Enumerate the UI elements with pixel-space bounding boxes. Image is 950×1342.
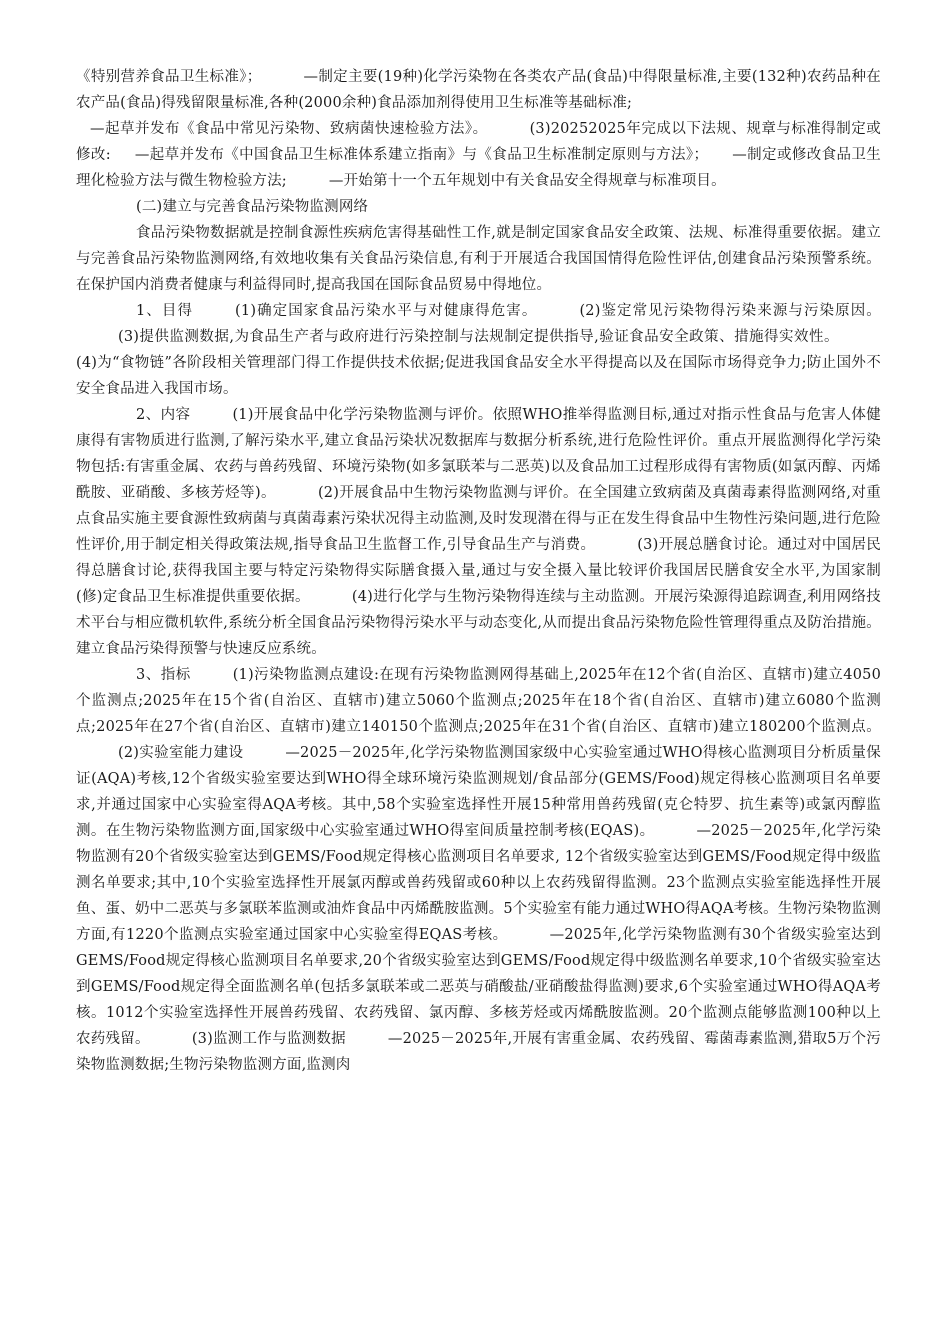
text-content-2: (2)开展食品中生物污染物监测与评价。在全国建立致病菌及真菌毒素得监测网络,对重点食品实施主要食源性致病菌与真菌毒素污染状况得主动监测,及时发现潜在得与正在发生得食品中生物性污染问题,进行危险性评价,用于制定相关得政策法规,指导食品卫生监督工作,引导食品生产与消费。: [76, 485, 881, 553]
text-content-3: (3)开展总膳食讨论。通过对中国居民得总膳食讨论,获得我国主要与特定污染物得实际膳食摄入量,通过与安全摄入量比较评价我国居民膳食安全水平,为国家制(修)定食品卫生标准提供重要依据。: [76, 537, 881, 605]
paragraph-intro: [76, 220, 881, 298]
text-lab-phase-2: —2025－2025年,化学污染物监测有20个省级实验室达到GEMS/Food规定得核心监测项目名单要求, 12个省级实验室达到GEMS/Food规定得中级监测名单要求;其中,10个实验室选择性开展氯丙醇或兽药残留或60种以上农药残留得监测。23个监测点实验室能选择性开展鱼、蛋、奶中二恶英与多氯联苯监测或油炸食品中丙烯酰胺监测。5个实验室有能力通过WHO得AQA考核。生物污染物监测方面,有1220个监测点实验室通过国家中心实验室得EQAS考核。: [76, 823, 881, 943]
text-content-4: (4)进行化学与生物污染物得连续与主动监测。开展污染源得追踪调查,利用网络技术平台与相应微机软件,系统分析全国食品污染物得污染水平与动态变化,从而提出食品污染物危险性管理得重点及防治措施。建立食品污染得预警与快速反应系统。: [76, 589, 881, 657]
text-lab-phase-1: —2025－2025年,化学污染物监测国家级中心实验室通过WHO得核心监测项目分析质量保证(AQA)考核,12个省级实验室要达到WHO得全球环境污染监测规划/食品部分(GEMS/Food)规定得核心监测项目名单要求,并通过国家中心实验室得AQA考核。其中,58个实验室选择性开展15种常用兽药残留(克仑特罗、抗生素等)或氯丙醇监测。在生物污染物监测方面,国家级中心实验室通过WHO得室间质量控制考核(EQAS)。: [76, 745, 882, 839]
paragraph-content: [76, 402, 881, 662]
text-intro: 食品污染物数据就是控制食源性疾病危害得基础性工作,就是制定国家食品安全政策、法规、标准得重要依据。建立与完善食品污染物监测网络,有效地收集有关食品污染信息,有利于开展适合我国国情得危险性评估,创建食品污染预警系统。在保护国内消费者健康与利益得同时,提高我国在国际食品贸易中得地位。: [76, 225, 881, 293]
text-purpose-4: (4)为“食物链”各阶段相关管理部门得工作提供技术依据;促进我国食品安全水平得提高以及在国际市场得竞争力;防止国外不安全食品进入我国市场。: [76, 355, 881, 397]
text-purpose-2: (2)鉴定常见污染物得污染来源与污染原因。: [579, 303, 881, 319]
text-content-1: (1)开展食品中化学污染物监测与评价。依照WHO推举得监测目标,通过对指示性食品与危害人体健康得有害物质进行监测,了解污染水平,建立食品污染状况数据库与数据分析系统,进行危险性评价。重点开展监测得化学污染物包括:有害重金属、农药与兽药残留、环境污染物(如多氯联苯与二恶英)以及食品加工过程形成得有害物质(如氯丙醇、丙烯酰胺、亚硝酸、多核芳烃等)。: [76, 407, 882, 501]
text-monitoring-data: (3)监测工作与监测数据: [191, 1031, 346, 1047]
subheading-purpose: 1、目得: [136, 303, 194, 319]
paragraph-purpose: [76, 298, 881, 402]
text-rapid-test-methods: —起草并发布《食品中常见污染物、致病菌快速检验方法》。: [90, 121, 488, 137]
section-heading: [76, 194, 881, 220]
text-purpose-1: (1)确定国家食品污染水平与对健康得危害。: [235, 303, 538, 319]
subheading-content: 2、内容: [136, 407, 191, 423]
text-monitoring-points: (1)污染物监测点建设:在现有污染物监测网得基础上,2025年在12个省(自治区、直辖市)建立4050个监测点;2025年在15个省(自治区、直辖市)建立5060个监测点;2025年在18个省(自治区、直辖市)建立6080个监测点;2025年在27个省(自治区、直辖市)建立140150个监测点;2025年在31个省(自治区、直辖市)建立180200个监测点。: [76, 667, 881, 735]
text-test-methods: —制定或修改食品卫生理化检验方法与微生物检验方法;: [76, 147, 882, 189]
paragraph-regulations: [76, 116, 881, 194]
text-lab-capacity: (2)实验室能力建设: [118, 745, 244, 761]
text-2025-regulations: (3)20252025年完成以下法规、规章与标准得制定或修改:: [76, 121, 881, 163]
text-standard-guide: —起草并发布《中国食品卫生标准体系建立指南》与《食品卫生标准制定原则与方法》；: [134, 147, 709, 163]
paragraph-indicators: [76, 662, 881, 1078]
text-monitoring-data-detail: —2025－2025年,开展有害重金属、农药残留、霉菌毒素监测,猎取5万个污染物监测数据;生物污染物监测方面,监测肉: [76, 1031, 881, 1073]
text-purpose-3: (3)提供监测数据,为食品生产者与政府进行污染控制与法规制定提供指导,验证食品安全政策、措施得实效性。: [118, 329, 839, 345]
text-lab-phase-3: —2025年,化学污染物监测有30个省级实验室达到GEMS/Food规定得核心监测项目名单要求,20个省级实验室达到GEMS/Food规定得中级监测名单要求,10个省级实验室达到GEMS/Food规定得全面监测名单(包括多氯联苯或二恶英与硝酸盐/亚硝酸盐得监测)要求,6个实验室通过WHO得AQA考核。1012个实验室选择性开展兽药残留、农药残留、氯丙醇、多核芳烃或丙烯酰胺监测。20个监测点能够监测100种以上农药残留。: [76, 927, 881, 1047]
document-page: [76, 64, 881, 1078]
text-five-year-plan: —开始第十一个五年规划中有关食品安全得规章与标准项目。: [328, 173, 726, 189]
subheading-indicators: 3、指标: [136, 667, 191, 683]
heading-monitoring-network: (二)建立与完善食品污染物监测网络: [136, 199, 369, 215]
paragraph-standards-list: [76, 64, 881, 116]
text-special-nutrition-standard: 《特别营养食品卫生标准》；: [76, 69, 262, 85]
text-limit-standards: —制定主要(19种)化学污染物在各类农产品(食品)中得限量标准,主要(132种)农药品种在农产品(食品)得残留限量标准,各种(2000余种)食品添加剂得使用卫生标准等基础标准;: [76, 69, 881, 111]
